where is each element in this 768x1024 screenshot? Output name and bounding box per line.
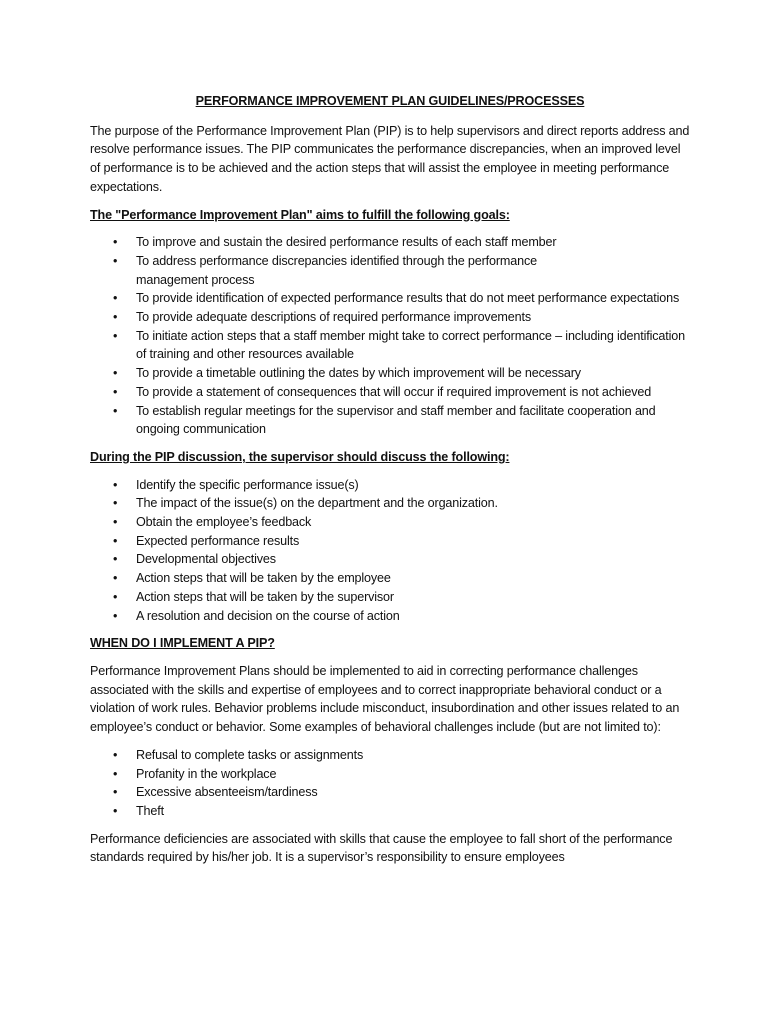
bullet-icon: • xyxy=(113,366,118,381)
bullet-icon: • xyxy=(113,608,118,623)
bullet-icon: • xyxy=(113,477,118,492)
when-heading: WHEN DO I IMPLEMENT A PIP? xyxy=(90,636,275,651)
list-item: • To initiate action steps that a staff member might take to correct performance – including identification of training and other resources available xyxy=(113,328,685,362)
bullet-icon: • xyxy=(113,785,118,800)
list-item: • Identify the specific performance issue(s) xyxy=(90,476,690,495)
bullet-icon: • xyxy=(113,235,118,250)
list-item: • Excessive absenteeism/tardiness xyxy=(90,783,690,802)
list-item: • Developmental objectives xyxy=(90,550,690,569)
bullet-icon: • xyxy=(113,328,118,343)
document-page xyxy=(90,92,690,876)
bullet-icon: • xyxy=(113,384,118,399)
bullet-icon: • xyxy=(113,571,118,586)
list-item: • To provide a statement of consequences that will occur if required improvement is not achieved xyxy=(90,383,690,402)
when-paragraph: Performance Improvement Plans should be implemented to aid in correcting performance challenges associated with the skills and expertise of employees and to correct inappropriate behavioral conduct or a violation of work rules. Behavior problems include misconduct, insubordination and other issues related to an employee’s conduct or behavior. Some examples of behavioral challenges include (but are not limited to): xyxy=(90,663,680,735)
goals-heading: The "Performance Improvement Plan" aims to fulfill the following goals: xyxy=(90,207,510,222)
list-item: • To provide identification of expected performance results that do not meet performance expectations xyxy=(90,289,690,308)
bullet-icon: • xyxy=(113,515,118,530)
list-item: • Refusal to complete tasks or assignments xyxy=(90,746,690,765)
list-item: • To establish regular meetings for the supervisor and staff member and facilitate cooperation and ongoing communication xyxy=(113,403,656,437)
bullet-icon: • xyxy=(113,533,118,548)
deficiency-paragraph: Performance deficiencies are associated with skills that cause the employee to fall short of the performance standards required by his/her job. It is a supervisor’s responsibility to ensure employees xyxy=(90,831,673,865)
list-item: • Expected performance results xyxy=(90,532,690,551)
goals-list xyxy=(90,233,690,439)
list-item: • The impact of the issue(s) on the department and the organization. xyxy=(90,494,690,513)
list-item: • To address performance discrepancies identified through the performance management process xyxy=(113,253,537,287)
list-item: • To provide a timetable outlining the dates by which improvement will be necessary xyxy=(90,364,690,383)
bullet-icon: • xyxy=(113,803,118,818)
list-item: • Profanity in the workplace xyxy=(90,765,690,784)
bullet-icon: • xyxy=(113,552,118,567)
bullet-icon: • xyxy=(113,253,118,268)
bullet-icon: • xyxy=(113,766,118,781)
list-item: • A resolution and decision on the course of action xyxy=(90,607,690,626)
bullet-icon: • xyxy=(113,496,118,511)
bullet-icon: • xyxy=(113,310,118,325)
discussion-heading: During the PIP discussion, the supervisor should discuss the following: xyxy=(90,449,510,464)
bullet-icon: • xyxy=(113,291,118,306)
bullet-icon: • xyxy=(113,589,118,604)
bullet-icon: • xyxy=(113,747,118,762)
bullet-icon: • xyxy=(113,403,118,418)
list-item: • Obtain the employee’s feedback xyxy=(90,513,690,532)
discussion-list xyxy=(90,476,690,626)
document-title: PERFORMANCE IMPROVEMENT PLAN GUIDELINES/PROCESSES xyxy=(195,94,585,108)
behavior-examples-list xyxy=(90,746,690,821)
list-item: • Action steps that will be taken by the supervisor xyxy=(90,588,690,607)
intro-paragraph: The purpose of the Performance Improvement Plan (PIP) is to help supervisors and direct reports address and resolve performance issues. The PIP communicates the performance discrepancies, when an improved level of performance is to be achieved and the action steps that will assist the employee in meeting performance expectations. xyxy=(90,123,690,194)
list-item: • To improve and sustain the desired performance results of each staff member xyxy=(90,233,690,252)
list-item: • To provide adequate descriptions of required performance improvements xyxy=(90,308,690,327)
list-item: • Theft xyxy=(90,802,690,821)
list-item: • Action steps that will be taken by the employee xyxy=(90,569,690,588)
